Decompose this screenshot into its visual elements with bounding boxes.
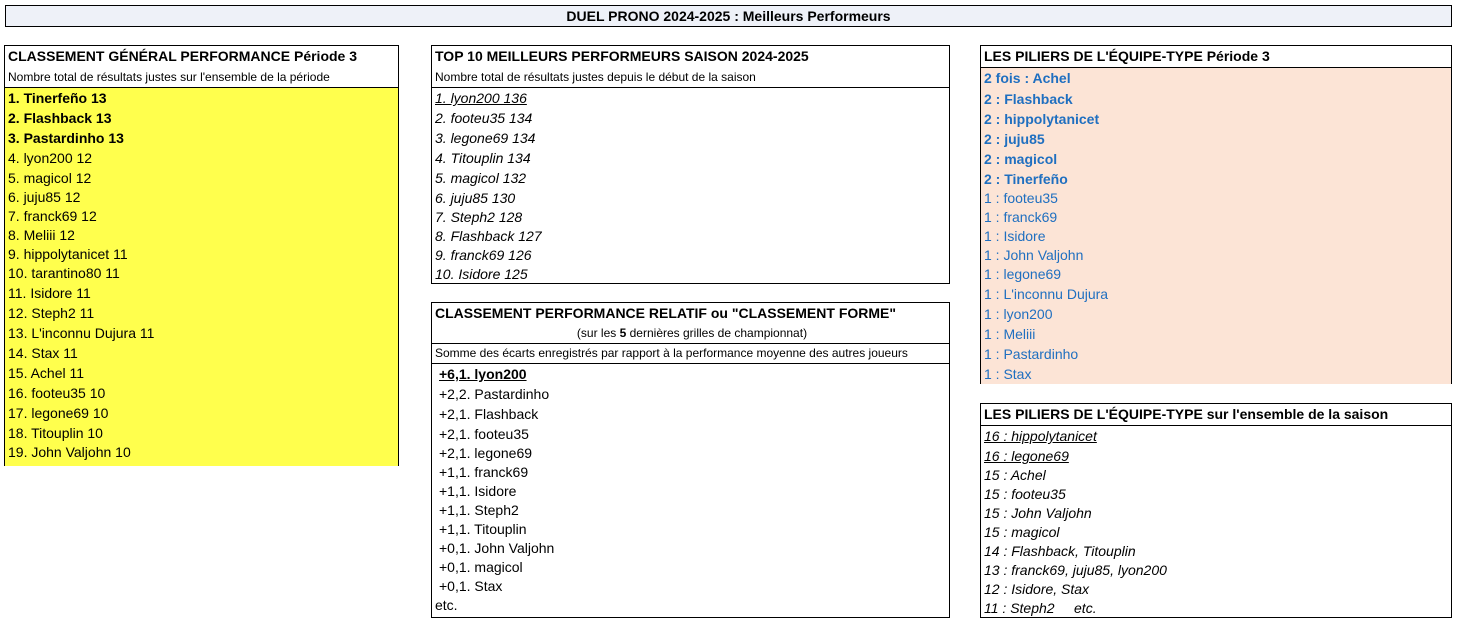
forme-header: CLASSEMENT PERFORMANCE RELATIF ou "CLASSEMENT FORME": [435, 305, 897, 321]
classement-general-panel: [4, 45, 399, 466]
list-item: 2 : Tinerfeño: [984, 171, 1068, 187]
piliers-periode-list: [981, 68, 1451, 384]
list-item: 2. footeu35 134: [435, 110, 533, 126]
list-item: 14. Stax 11: [8, 345, 78, 361]
list-item: 12 : Isidore, Stax: [984, 581, 1090, 597]
list-item: 6. juju85 130: [435, 190, 516, 206]
list-item: +2,2. Pastardinho: [439, 386, 550, 402]
list-item: 1 : John Valjohn: [984, 247, 1084, 263]
list-item: +6,1. lyon200: [439, 366, 527, 382]
list-item: 1 : footeu35: [984, 190, 1058, 206]
list-item: 10. Isidore 125: [435, 266, 528, 282]
list-item: 1 : Isidore: [984, 228, 1046, 244]
piliers-periode-panel: [980, 45, 1452, 384]
list-item: 2 fois : Achel: [984, 70, 1071, 86]
list-item: 18. Titouplin 10: [8, 425, 103, 441]
list-item: 17. legone69 10: [8, 405, 109, 421]
list-item: 13 : franck69, juju85, lyon200: [984, 562, 1167, 578]
list-item: 2 : juju85: [984, 131, 1045, 147]
list-item: 10. tarantino80 11: [8, 265, 120, 281]
list-item: 2 : magicol: [984, 151, 1058, 167]
classement-general-header: CLASSEMENT GÉNÉRAL PERFORMANCE Période 3: [8, 48, 358, 64]
list-item: +2,1. legone69: [439, 445, 533, 461]
forme-note-count: 5: [619, 326, 627, 340]
list-item: +2,1. Flashback: [439, 406, 539, 422]
list-item: 3. Pastardinho 13: [8, 130, 124, 146]
list-item: 1 : Meliii: [984, 326, 1036, 342]
list-item: 16 : legone69: [984, 448, 1069, 464]
list-item: 1 : lyon200: [984, 306, 1053, 322]
list-item: 1. Tinerfeño 13: [8, 90, 107, 106]
list-item: 5. magicol 132: [435, 170, 527, 186]
list-item: 1 : L'inconnu Dujura: [984, 286, 1109, 302]
list-item: 4. lyon200 12: [8, 150, 93, 166]
forme-note-suffix: dernières grilles de championnat): [626, 326, 808, 340]
list-item: 15. Achel 11: [8, 365, 85, 381]
list-item: 2. Flashback 13: [8, 110, 112, 126]
list-item: 13. L'inconnu Dujura 11: [8, 325, 155, 341]
forme-etc: etc.: [435, 597, 458, 613]
list-item: 2 : Flashback: [984, 91, 1073, 107]
forme-subtitle: Somme des écarts enregistrés par rapport à la performance moyenne des autres joueurs: [432, 343, 949, 364]
list-item: 1 : Stax: [984, 366, 1032, 382]
list-item: 3. legone69 134: [435, 130, 536, 146]
list-item: 9. franck69 126: [435, 247, 532, 263]
list-item: 9. hippolytanicet 11: [8, 246, 128, 262]
piliers-periode-header: LES PILIERS DE L'ÉQUIPE-TYPE Période 3: [981, 46, 1451, 68]
list-item: 15 : Achel: [984, 467, 1046, 483]
list-item: 1 : Pastardinho: [984, 346, 1079, 362]
list-item: 1. lyon200 136: [435, 90, 527, 106]
list-item: 8. Meliii 12: [8, 227, 75, 243]
top10-panel: [431, 45, 950, 284]
list-item: 12. Steph2 11: [8, 305, 95, 321]
forme-note: [432, 324, 949, 343]
list-item: 6. juju85 12: [8, 189, 81, 205]
list-item: 1 : franck69: [984, 209, 1058, 225]
list-item: +1,1. Steph2: [439, 502, 519, 518]
list-item: 19. John Valjohn 10: [8, 444, 131, 460]
list-item: 15 : footeu35: [984, 486, 1066, 502]
list-item: +1,1. Titouplin: [439, 521, 527, 537]
piliers-saison-header: LES PILIERS DE L'ÉQUIPE-TYPE sur l'ensemble de la saison: [981, 404, 1451, 426]
top10-subtitle: Nombre total de résultats justes depuis le début de la saison: [432, 67, 949, 88]
list-item: 7. Steph2 128: [435, 209, 523, 225]
list-item: 4. Titouplin 134: [435, 150, 531, 166]
classement-general-list: [5, 88, 398, 466]
forme-panel: [431, 302, 950, 618]
piliers-saison-panel: [980, 403, 1452, 618]
top10-header: TOP 10 MEILLEURS PERFORMEURS SAISON 2024-2025: [435, 48, 809, 64]
list-item: 2 : hippolytanicet: [984, 111, 1100, 127]
list-item: +0,1. John Valjohn: [439, 540, 555, 556]
list-item: +1,1. franck69: [439, 464, 529, 480]
list-item: 7. franck69 12: [8, 208, 97, 224]
list-item: 15 : magicol: [984, 524, 1060, 540]
list-item: 8. Flashback 127: [435, 228, 542, 244]
list-item: 16. footeu35 10: [8, 385, 106, 401]
list-item: +1,1. Isidore: [439, 483, 517, 499]
list-item: +0,1. Stax: [439, 578, 503, 594]
list-item: 1 : legone69: [984, 266, 1062, 282]
forme-note-prefix: (sur les: [576, 326, 620, 340]
list-item: 11 : Steph2 etc.: [984, 600, 1097, 616]
list-item: +2,1. footeu35: [439, 426, 529, 442]
list-item: 15 : John Valjohn: [984, 505, 1092, 521]
classement-general-subtitle: Nombre total de résultats justes sur l'ensemble de la période: [5, 67, 398, 88]
list-item: 11. Isidore 11: [8, 285, 91, 301]
list-item: 16 : hippolytanicet: [984, 428, 1097, 444]
list-item: 5. magicol 12: [8, 170, 92, 186]
page-title: DUEL PRONO 2024-2025 : Meilleurs Performeurs: [5, 5, 1452, 27]
list-item: +0,1. magicol: [439, 559, 523, 575]
list-item: 14 : Flashback, Titouplin: [984, 543, 1136, 559]
